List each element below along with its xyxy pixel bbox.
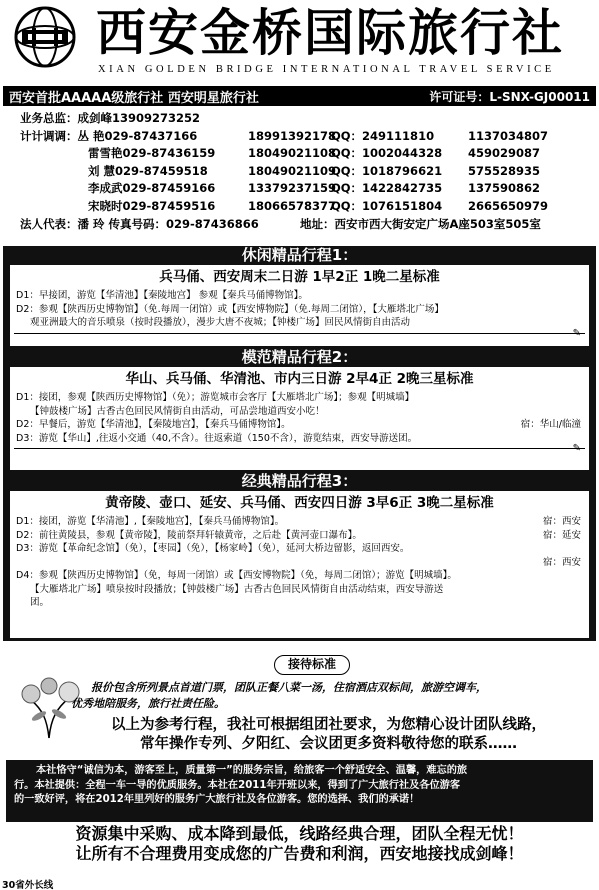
contact-row (20, 145, 595, 163)
itinerary-day: D1：接团，参观【陕西历史博物馆】（免）；游览城市会客厅【大雁塔北广场】；参观【明城墙】 (16, 392, 415, 403)
contact-mobile: 18991392178 (248, 128, 337, 143)
itinerary-title: 模范精品行程2： (10, 348, 589, 367)
itinerary-day (10, 556, 589, 570)
itinerary-day (10, 529, 589, 543)
itinerary-day-cont: 观亚洲最大的音乐喷泉（按时段播放），漫步大唐不夜城；【钟楼广场】回民风情街自由活动 (30, 317, 411, 328)
contact-name-phone: 刘 慧029-87459518 (88, 163, 208, 178)
itinerary-route: 华山、兵马俑、华清池、市内三日游 2早4正 2晚三星标准 (125, 371, 474, 387)
contact-qq2: 2665650979 (468, 198, 549, 213)
itinerary-day (10, 418, 589, 432)
company-english-name: XIAN GOLDEN BRIDGE INTERNATIONAL TRAVEL SERVICE (98, 64, 555, 75)
contact-qq2: 575528935 (468, 163, 541, 178)
itinerary-day: D2：参观【陕西历史博物馆】（免.每周一闭馆）或【西安博物院】（免.每周二闭馆），【大雁塔北广场】 (16, 303, 444, 315)
contact-qq2: 459029087 (468, 146, 541, 161)
motto-line: 的一致好评，将在2012年里列好的服务广大旅行社及各位游客。您的选择、我们的承诺！ (14, 794, 420, 805)
contact-row (20, 198, 595, 216)
qualification-text: 西安首批AAAAA级旅行社 西安明星旅行社 (9, 90, 259, 106)
itinerary-day: D4：参观【陕西历史博物馆】（免，每周一闭馆）或【西安博物院】（免，每周二闭馆）；游览【明城墙】。 (16, 570, 457, 581)
contact-qq2: 137590862 (468, 181, 541, 196)
contact-row (20, 110, 595, 128)
company-name: 西安金桥国际旅行社 (96, 3, 564, 62)
contact-mobile: 13379237159 (248, 181, 337, 196)
contact-row (20, 163, 595, 181)
custom-design-note (61, 716, 596, 754)
itinerary-route: 黄帝陵、壶口、延安、兵马俑、西安四日游 3早6正 3晚二星标准 (105, 495, 494, 511)
note-line: 以上为参考行程，我社可根据组团社要求，为您精心设计团队线路， (111, 717, 546, 733)
divider (10, 445, 589, 453)
motto-line: 行。本社提供：全程一车一导的优质服务。本社在2011年开班以来，得到了广大旅行社及各位游客 (14, 779, 461, 791)
overnight-note: 宿：西安 (542, 516, 581, 527)
itinerary-day-text: D1：接团，游览【华清池】,【秦陵地宫】，【秦兵马俑博物馆】。 (16, 516, 285, 527)
itinerary-route: 兵马俑、西安周末二日游 1早2正 1晚二星标准 (159, 269, 440, 285)
contact-qq: QQ：1076151804 (331, 198, 443, 213)
contact-name-phone: 雷雪艳029-87436159 (88, 146, 216, 161)
contact-qq: QQ：1002044328 (331, 146, 443, 161)
itinerary-card-1 (10, 246, 589, 346)
itinerary-panel (3, 246, 596, 641)
reception-title: 接待标准 (274, 655, 350, 675)
slogan-line: 让所有不合理费用变成您的广告费和利润，西安地接找成剑峰！ (75, 844, 524, 863)
quill-icon: ✎ (572, 327, 581, 339)
itinerary-day-cont: 团。 (30, 597, 50, 608)
contact-list (20, 110, 595, 233)
contact-qq: QQ：1018796621 (331, 163, 443, 178)
reception-details (71, 680, 591, 712)
contact-row (20, 180, 595, 198)
contact-name-phone: 李成武029-87459166 (88, 181, 216, 196)
contact-mobile: 18049021109 (248, 163, 337, 178)
itinerary-title: 经典精品行程3： (10, 472, 589, 491)
divider (10, 327, 589, 339)
contact-mobile: 18066578377 (248, 198, 337, 213)
reception-line: 报价包含所列景点首道门票，团队正餐八菜一汤，住宿酒店双标间，旅游空调车， (91, 681, 487, 694)
contact-name-phone: 计计调调：丛 艳029-87437166 (20, 128, 198, 143)
company-logo-icon (14, 6, 76, 68)
overnight-note: 宿：华山/临潼 (520, 419, 581, 430)
reception-section (3, 650, 596, 880)
itinerary-day: D3：游览【华山】,往返小交通（40,不含）。往返索道（150不含），游览结束，西安导游送团。 (16, 432, 418, 444)
itinerary-day-text: D2：早餐后，游览【华清池】，【秦陵地宫】，【秦兵马俑博物馆】。 (16, 419, 291, 430)
service-motto (6, 760, 593, 822)
overnight-note: 宿：西安 (542, 556, 581, 568)
contact-mobile: 18049021108 (248, 146, 337, 161)
itinerary-day: D3：游览【革命纪念馆】（免），【枣园】（免），【杨家岭】（免），延河大桥边留影，返回西安。 (16, 543, 410, 554)
itinerary-day-text: D2：前往黄陵县，参观【黄帝陵】，陵前祭拜轩辕黄帝，之后赴【黄河壶口瀑布】。 (16, 529, 362, 541)
reception-line: 优秀地陪服务，旅行社责任险。 (71, 697, 225, 710)
itinerary-day-cont: 【钟鼓楼广场】古香古色回民风情街自由活动，可品尝地道西安小吃！ (30, 405, 325, 417)
legal-rep-fax: 法人代表：潘 玲 传真号码：029-87436866 (20, 216, 259, 231)
qualification-banner (3, 86, 596, 106)
company-address: 地址：西安市西大街安定广场A座503室505室 (300, 216, 541, 231)
itinerary-card-3 (10, 472, 589, 638)
contact-name-phone: 宋晓时029-87459516 (88, 198, 216, 213)
license-number: 许可证号：L-SNX-GJ00011 (429, 89, 590, 104)
itinerary-day (10, 515, 589, 529)
page-footnote: 30省外长线 (2, 880, 54, 890)
header (0, 0, 599, 85)
itinerary-title: 休闲精品行程1： (10, 246, 589, 265)
itinerary-card-2 (10, 348, 589, 470)
contact-row (20, 216, 595, 234)
note-line: 常年操作专列、夕阳红、会议团更多资料敬待您的联系…… (140, 736, 517, 752)
director-contact: 业务总监：成剑峰13909273252 (20, 111, 201, 125)
slogan (6, 824, 593, 866)
slogan-line: 资源集中采购、成本降到最低，线路经典合理，团队全程无忧！ (75, 824, 524, 843)
itinerary-day-cont: 【大雁塔北广场】喷泉按时段播放；【钟鼓楼广场】古香古色回民风情街自由活动结束，西安导游送 (30, 583, 444, 595)
contact-qq2: 1137034807 (468, 128, 549, 143)
itinerary-day: D1：早接团，游览【华清池】【秦陵地宫】 参观【秦兵马俑博物馆】。 (16, 290, 308, 301)
contact-qq: QQ：249111810 (331, 128, 435, 143)
contact-row (20, 128, 595, 146)
contact-qq: QQ：1422842735 (331, 181, 443, 196)
motto-line: 本社恪守“诚信为本，游客至上，质量第一”的服务宗旨，给旅客一个舒适安全、温馨，难忘的旅 (36, 765, 468, 776)
quill-icon: ✎ (572, 443, 581, 454)
overnight-note: 宿：延安 (542, 529, 581, 541)
